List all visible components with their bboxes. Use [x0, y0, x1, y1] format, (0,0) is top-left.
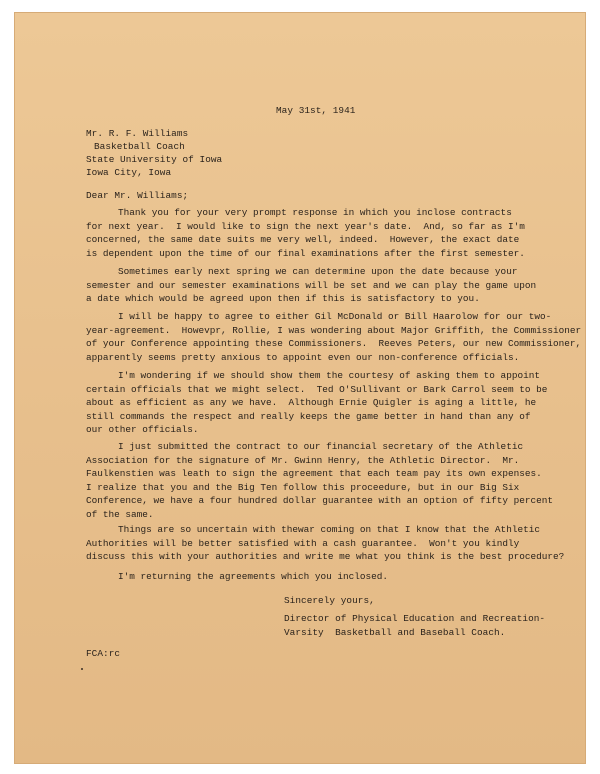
- text-line: about as efficient as any we have. Although Ernie Quigler is aging a little, he: [86, 397, 537, 408]
- text-line: Faulkenstien was leath to sign the agreement that each team pay its own expenses.: [86, 468, 542, 479]
- typist-initials: FCA:rc: [86, 648, 121, 659]
- signature-line: Director of Physical Education and Recreation-: [284, 613, 546, 624]
- text-line: Sometimes early next spring we can determine upon the date because your: [118, 266, 518, 277]
- closing: Sincerely yours,: [284, 595, 375, 606]
- text-line: Thank you for your very prompt response in which you inclose contracts: [118, 207, 512, 218]
- paragraph-3: [86, 310, 582, 364]
- text-line: Association for the signature of Mr. Gwinn Henry, the Athletic Director. Mr.: [86, 454, 520, 466]
- paragraph-5: [86, 440, 566, 521]
- paragraph-1: [86, 206, 566, 260]
- text-line: apparently seems pretty anxious to appoint even our non-conference officials.: [86, 351, 520, 363]
- text-line: I just submitted the contract to our financial secretary of the Athletic: [118, 441, 524, 452]
- salutation: Dear Mr. Williams;: [86, 190, 189, 201]
- text-line: Authorities will be better satisfied with a cash guarantee. Won't you kindly: [86, 537, 520, 549]
- paragraph-2: [86, 265, 566, 306]
- text-line: still commands the respect and really keeps the game better in hand than any of: [86, 410, 531, 422]
- text-line: our other officials.: [86, 424, 199, 435]
- text-line: semester and our semester examinations will be set and we can play the game upon: [86, 279, 537, 291]
- paragraph-4: [86, 369, 566, 437]
- signature-line: Varsity Basketball and Baseball Coach.: [284, 627, 506, 638]
- address-line: Basketball Coach: [94, 141, 185, 152]
- text-line: I'm wondering if we should show them the courtesy of asking them to appoint: [118, 370, 540, 381]
- text-line: Conference, we have a four hundred dollar guarantee with an option of fifty percent: [86, 495, 553, 506]
- text-line: a date which would be agreed upon then if this is satisfactory to you.: [86, 293, 480, 304]
- text-line: year-agreement. Howevpr, Rollie, I was wondering about Major Griffith, the Commissioner: [86, 324, 582, 336]
- address-line: State University of Iowa: [86, 154, 223, 165]
- text-line: I will be happy to agree to either Gil McDonald or Bill Haarolow for our two-: [118, 311, 552, 322]
- text-line: Things are so uncertain with thewar coming on that I know that the Athletic: [118, 524, 540, 535]
- paper-speck: [81, 668, 83, 670]
- letter-date: May 31st, 1941: [276, 105, 356, 116]
- address-line: Iowa City, Iowa: [86, 167, 172, 178]
- text-line: concerned, the same date suits me very well, indeed. However, the exact date: [86, 234, 520, 245]
- text-line: I'm returning the agreements which you inclosed.: [118, 571, 389, 582]
- text-line: of the same.: [86, 508, 154, 520]
- text-line: I realize that you and the Big Ten follow this proceedure, but in our Big Six: [86, 481, 520, 493]
- text-line: discuss this with your authorities and write me what you think is the best procedure?: [86, 551, 565, 562]
- text-line: certain officials that we might select. Ted O'Sullivant or Bark Carrol seem to be: [86, 383, 548, 395]
- text-line: for next year. I would like to sign the next year's date. And, so far as I'm: [86, 220, 525, 232]
- paragraph-6: [86, 523, 566, 564]
- paragraph-7: [86, 570, 566, 584]
- text-line: is dependent upon the time of our final examinations after the first semester.: [86, 247, 525, 259]
- address-line: Mr. R. F. Williams: [86, 128, 189, 139]
- text-line: of your Conference appointing these Commissioners. Reeves Peters, our new Commissioner,: [86, 338, 582, 349]
